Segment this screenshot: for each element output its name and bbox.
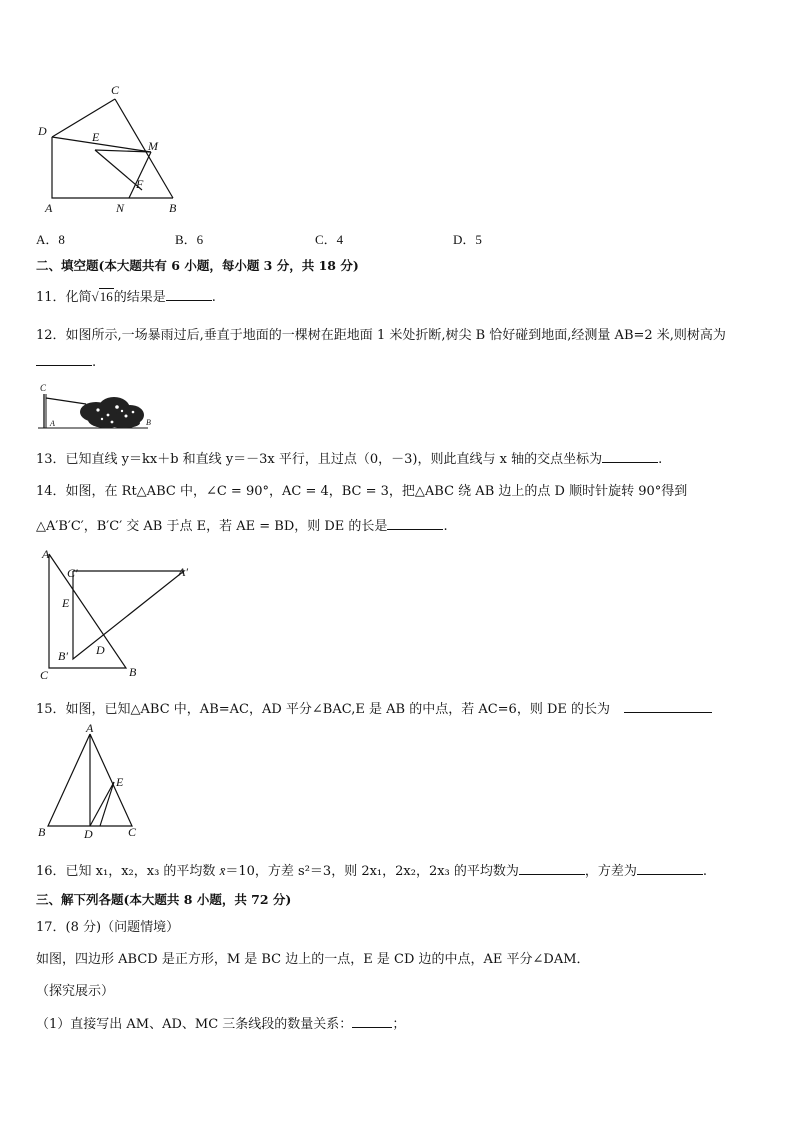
q12-label-a: A bbox=[50, 419, 55, 428]
q15-label-c: C bbox=[128, 825, 137, 839]
section3-title: 三、解下列各题(本大题共 8 小题，共 72 分) bbox=[36, 892, 292, 907]
q10-option-c: C．4 bbox=[315, 232, 344, 247]
q15-label-e: E bbox=[116, 775, 124, 789]
q14-label-c: C bbox=[40, 668, 49, 682]
q17-part1 bbox=[36, 1013, 405, 1032]
q10-label-b: B bbox=[169, 201, 177, 215]
q10-figure bbox=[30, 80, 190, 220]
q11-after: 的结果是 bbox=[113, 290, 166, 305]
q15-figure bbox=[36, 721, 146, 842]
q10-option-a: A．8 bbox=[36, 232, 65, 247]
q12-answer-blank-wrap: . bbox=[36, 352, 96, 370]
q14-label-e: E bbox=[62, 596, 70, 610]
q15-label-a: A bbox=[86, 721, 94, 735]
question-15 bbox=[36, 698, 712, 717]
q11-answer-blank[interactable] bbox=[166, 287, 212, 301]
q12-label-b: B bbox=[146, 418, 151, 427]
question-11: 11．化简√16的结果是 . bbox=[36, 289, 216, 305]
q13-text: 13．已知直线 y＝kx＋b 和直线 y＝－3x 平行，且过点（0，－3)，则此直线与 x 轴的交点坐标为 bbox=[36, 452, 603, 467]
question-14-line2: △A′B′C′，B′C′ 交 AB 于点 E，若 AE = BD，则 DE 的长是 . bbox=[36, 515, 448, 534]
q17-part1-blank[interactable] bbox=[352, 1014, 392, 1028]
q10-label-n: N bbox=[116, 201, 125, 215]
q16-part3: ，方差为 bbox=[584, 864, 637, 879]
q12-tree-figure bbox=[36, 382, 166, 432]
q15-label-b: B bbox=[38, 825, 46, 839]
q12-label-c: C bbox=[40, 383, 47, 393]
q15-label-d: D bbox=[84, 827, 93, 841]
q10-option-b: B．6 bbox=[175, 232, 204, 247]
question-14-line1: 14．如图，在 Rt△ABC 中，∠C = 90°，AC = 4，BC = 3，把△ABC 绕 AB 边上的点 D 顺时针旋转 90°得到 bbox=[36, 484, 688, 499]
q15-text: 15．如图，已知△ABC 中，AB=AC，AD 平分∠BAC,E 是 AB 的中点，若 AC=6，则 DE 的长为 bbox=[36, 702, 610, 717]
q10-label-a: A bbox=[45, 201, 53, 215]
q17-description: 如图，四边形 ABCD 是正方形，M 是 BC 边上的一点，E 是 CD 边的中点，AE 平分∠DAM． bbox=[36, 952, 590, 967]
q14-label-b-prime: B′ bbox=[58, 649, 68, 663]
q10-option-d: D．5 bbox=[453, 232, 482, 247]
q10-label-f: F bbox=[136, 177, 144, 191]
q14-label-b: B bbox=[129, 665, 137, 679]
q13-answer-blank[interactable] bbox=[602, 449, 658, 463]
question-16: 16．已知 x₁，x₂，x₃ 的平均数 x̄＝10，方差 s²＝3，则 2x₁，2x₂，2x₃ 的平均数为 ，方差为 . bbox=[36, 863, 708, 879]
section2-title: 二、填空题(本大题共有 6 小题，每小题 3 分，共 18 分) bbox=[36, 258, 359, 273]
q15-answer-blank[interactable] bbox=[624, 699, 712, 713]
q10-label-m: M bbox=[148, 139, 158, 153]
q14-label-a: A bbox=[42, 547, 50, 561]
q14-answer-blank[interactable] bbox=[387, 516, 443, 530]
q14-figure bbox=[36, 546, 206, 681]
q11-before: 11．化简 bbox=[36, 290, 92, 305]
q17-part1-end: ； bbox=[392, 1017, 406, 1032]
q17-part1-text: （1）直接写出 AM、AD、MC 三条线段的数量关系： bbox=[36, 1017, 353, 1032]
q12-answer-blank[interactable] bbox=[36, 352, 92, 366]
question-13: 13．已知直线 y＝kx＋b 和直线 y＝－3x 平行，且过点（0，－3)，则此直线与 x 轴的交点坐标为 . bbox=[36, 448, 662, 467]
q11-radicand: 16 bbox=[99, 289, 113, 304]
q16-mean-symbol: x̄ bbox=[219, 863, 226, 878]
q17-header: 17．(8 分)（问题情境） bbox=[36, 920, 180, 935]
q16-mean-blank[interactable] bbox=[519, 861, 585, 875]
q14-label-a-prime: A′ bbox=[178, 565, 188, 579]
q16-part1: 16．已知 x₁，x₂，x₃ 的平均数 bbox=[36, 864, 216, 879]
q10-label-e: E bbox=[92, 130, 100, 144]
q17-explore-heading: （探究展示） bbox=[36, 984, 115, 999]
sqrt-expression: √16 bbox=[91, 289, 113, 304]
q14-label-c-prime: C′ bbox=[67, 566, 78, 580]
q16-variance-blank[interactable] bbox=[637, 861, 703, 875]
question-12-line1: 12．如图所示,一场暴雨过后,垂直于地面的一棵树在距地面 1 米处折断,树尖 B 恰好碰到地面,经测量 AB=2 米,则树高为 bbox=[36, 328, 726, 343]
q14-label-d: D bbox=[96, 643, 105, 657]
q10-label-c: C bbox=[111, 83, 120, 97]
q14-line2-text: △A′B′C′，B′C′ 交 AB 于点 E，若 AE = BD，则 DE 的长是 bbox=[36, 519, 388, 534]
q10-label-d: D bbox=[38, 124, 47, 138]
q16-part2: ＝10，方差 s²＝3，则 2x₁，2x₂，2x₃ 的平均数为 bbox=[225, 864, 519, 879]
